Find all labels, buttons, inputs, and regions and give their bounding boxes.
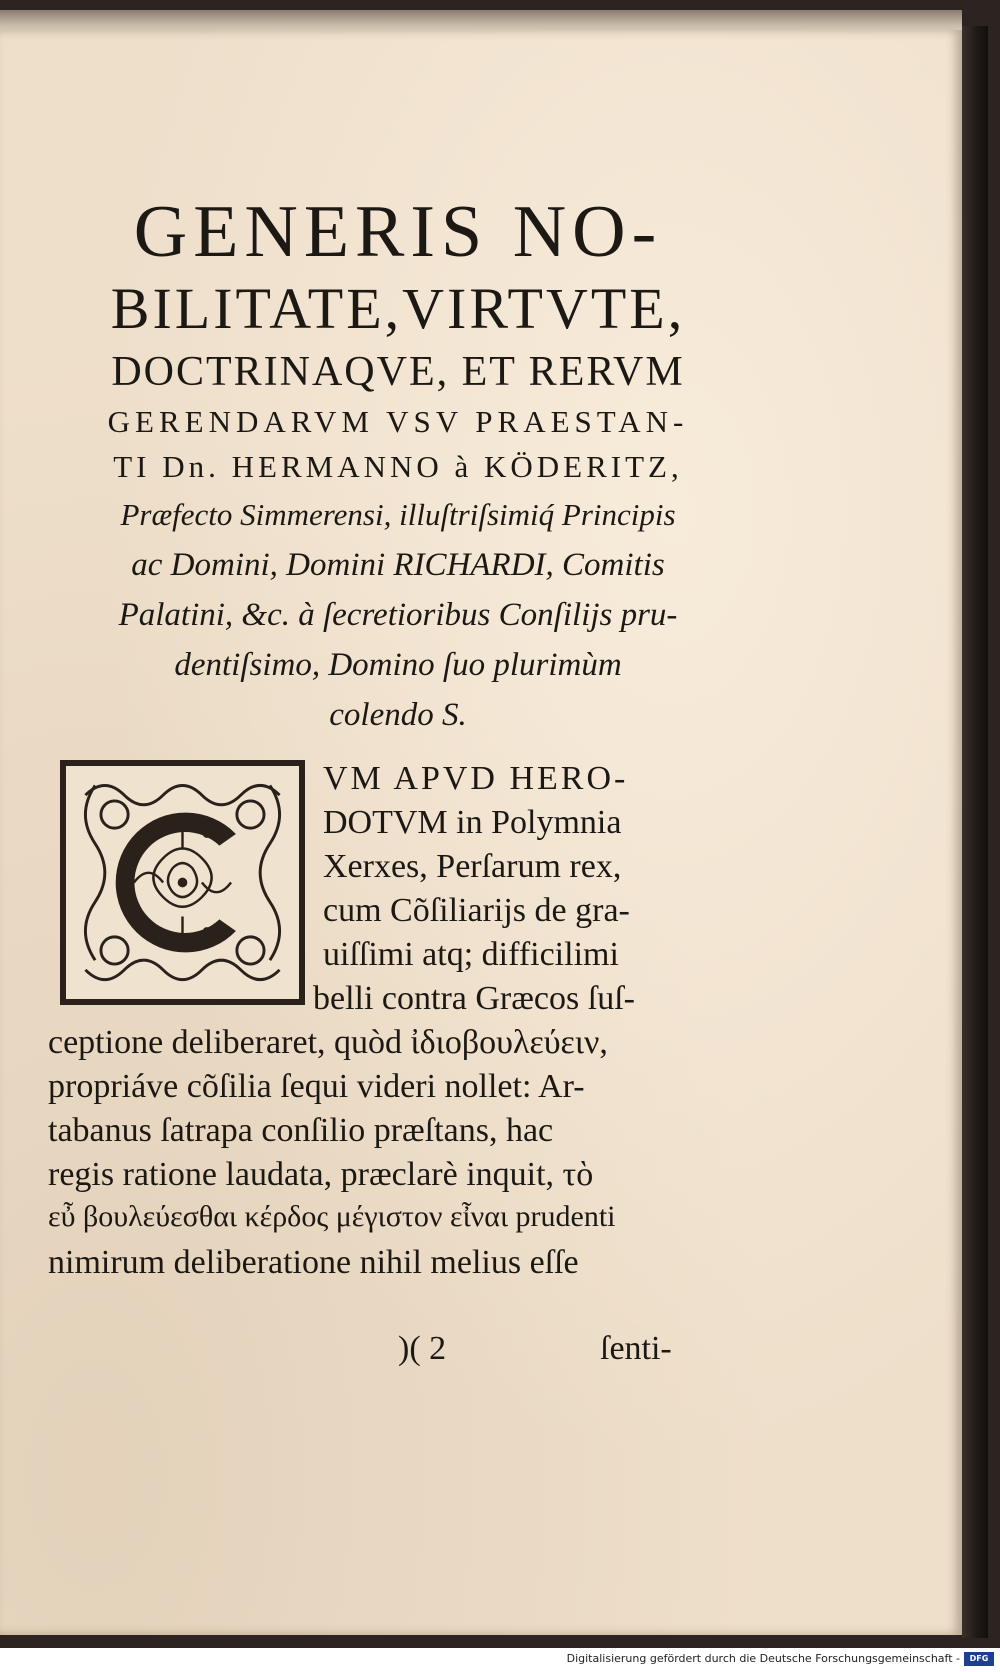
initial-ornament-graphic [66, 766, 299, 999]
dedication-line-3: Palatini, &c. à ſecretioribus Conſilijs pru- [118, 597, 678, 633]
body-line-1: VM APVD HERO- [323, 760, 629, 797]
body-line-10: regis ratione laudata, præclarè inquit, τὸ [48, 1156, 594, 1193]
body-line-6: belli contra Græcos ſuſ- [313, 980, 635, 1017]
heading-line-1: GENERIS NO- [133, 191, 663, 273]
body-line-7: ceptione deliberaret, quòd ἰδιοβουλεύειν, [48, 1024, 608, 1061]
dedication-line-4: dentiſsimo, Domino ſuo plurimùm [174, 647, 622, 683]
body-line-2: DOTVM in Polymnia [323, 804, 622, 841]
heading-line-5: TI Dn. HERMANNO à KÖDERITZ, [113, 449, 683, 484]
body-line-5: uiſſimi atq; difficilimi [323, 936, 619, 973]
body-line-11: εὖ βουλεύεσθαι κέρδος μέγιστον εἶναι prudenti [48, 1200, 616, 1233]
dedication-line-1: Præfecto Simmerensi, illuſtriſsimiq́ Principis [120, 497, 676, 532]
body-line-4: cum Cõſiliarijs de gra- [323, 892, 630, 929]
heading-line-2: BILITATE,VIRTVTE, [110, 276, 686, 341]
dedication-line-5: colendo S. [329, 697, 467, 733]
body-line-9: tabanus ſatrapa conſilio præſtans, hac [48, 1112, 554, 1149]
dfg-logo-icon: DFG [964, 1652, 994, 1666]
heading-line-3: DOCTRINAQVE, ET RERVM [111, 349, 685, 395]
book-spine-edge [962, 26, 988, 1638]
dedication-line-2: ac Domini, Domini RICHARDI, Comitis [131, 547, 665, 583]
ornamental-initial-c-icon [60, 760, 305, 1005]
digitization-footer [0, 1648, 1000, 1672]
catchword: ſenti- [600, 1330, 672, 1367]
signature-mark: )( 2 [398, 1330, 447, 1367]
heading-line-4: GERENDARVM VSV PRAESTAN- [107, 404, 689, 439]
page-top-edge [0, 10, 962, 32]
body-line-8: propriáve cõſilia ſequi videri nollet: Ar- [48, 1068, 585, 1105]
footer-credit: Digitalisierung gefördert durch die Deutsche Forschungsgemeinschaft - [566, 1652, 960, 1665]
body-line-12: nimirum deliberatione nihil melius eſſe [48, 1244, 579, 1281]
body-line-3: Xerxes, Perſarum rex, [323, 848, 622, 885]
book-page [0, 30, 962, 1635]
dedication-heading [48, 190, 748, 740]
